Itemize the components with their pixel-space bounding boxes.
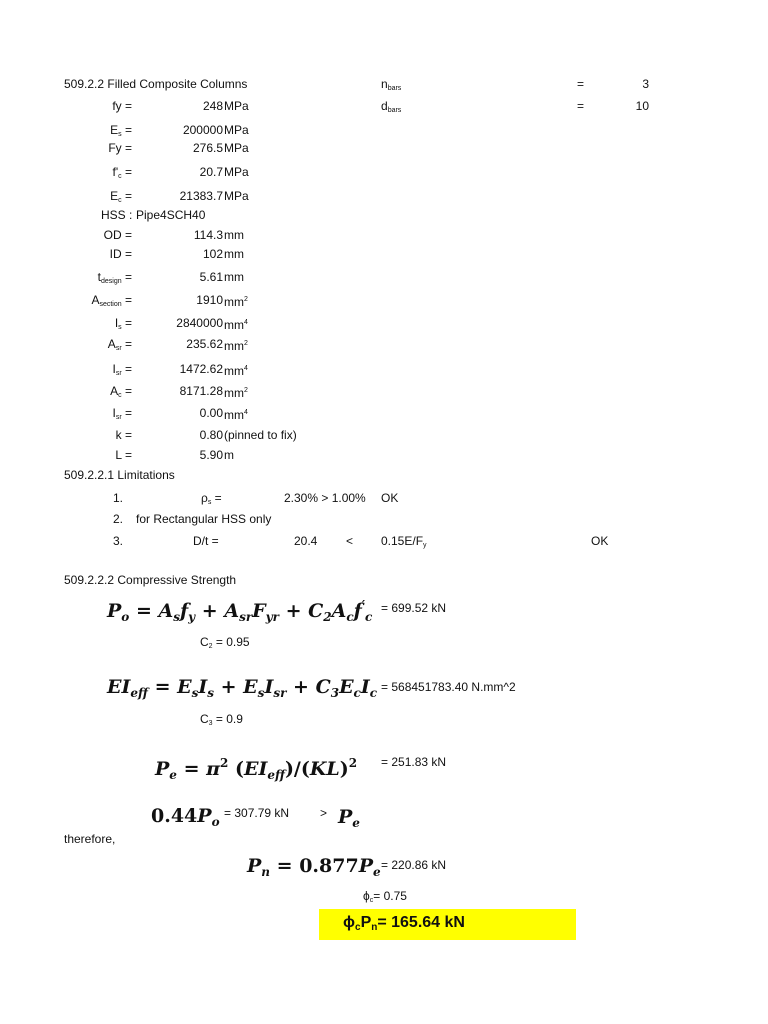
param-unit: $mm^2$ [224, 339, 248, 353]
param-unit: MPa [224, 123, 249, 137]
param-label: Fy = [108, 141, 132, 155]
param-unit: MPa [224, 141, 249, 155]
limitations-title: 509.2.2.1 Limitations [64, 468, 175, 482]
param-value: 1910 [196, 293, 223, 307]
final-result: $\phi_cP_n= 165.64$ kN [343, 914, 465, 933]
param-unit: MPa [224, 99, 249, 113]
param-value: 8171.28 [179, 384, 223, 398]
param-unit: $mm^4$ [224, 318, 248, 332]
therefore-text: therefore, [64, 832, 116, 846]
param-value: 1472.62 [179, 362, 223, 376]
right-param-label: $n_{bars}$ [381, 77, 402, 92]
po-equation: $P_o = A_sf_y + A_{sr}F_{yr} + C_2A_cf'_c$ [107, 598, 373, 624]
param-value: 102 [202, 247, 223, 261]
section-title: 509.2.2 Filled Composite Columns [64, 77, 248, 91]
param-unit: mm [224, 247, 244, 261]
right-param-value: 10 [635, 99, 649, 113]
limit-3-num: 3. [113, 534, 124, 548]
param-value: 21383.7 [179, 189, 223, 203]
param-unit: MPa [224, 165, 249, 179]
param-label: $A_{sr}$ = [107, 337, 132, 352]
param-unit: $mm^4$ [224, 408, 248, 422]
param-label: fy = [112, 99, 132, 113]
compressive-title: 509.2.2.2 Compressive Strength [64, 573, 237, 587]
pn-result: = 220.86 kN [381, 858, 447, 872]
param-label: L = [115, 448, 132, 462]
c3-value: $C_3 = 0.9$ [200, 712, 243, 727]
param-label: $I_{sr}$ = [112, 362, 132, 377]
param-unit: $mm^2$ [224, 386, 248, 400]
param-value: 235.62 [186, 337, 223, 351]
param-label: OD = [103, 228, 132, 242]
param-unit: $mm^4$ [224, 364, 248, 378]
limit-2-num: 2. [113, 512, 124, 526]
param-label: $A_c$ = [110, 384, 132, 399]
coef-equation: $0.44P_o$ [151, 805, 220, 829]
param-label: k = [115, 428, 132, 442]
limit-1-label: $\rho_s$ = [201, 491, 222, 506]
param-value: 0.00 [199, 406, 223, 420]
param-value: 114.3 [193, 228, 223, 242]
param-label: $I_s$ = [114, 316, 132, 331]
limit-1-value: 2.30% > 1.00% [284, 491, 366, 505]
param-value: 276.5 [192, 141, 223, 155]
ei-equation: $EI_{eff} = E_sI_s + E_sI_{sr} + C_3E_cI_c$ [107, 676, 378, 700]
gt-operator: > [320, 806, 328, 820]
param-unit: mm [224, 270, 244, 284]
param-label: $I_{sr}$ = [112, 406, 132, 421]
limit-2-text: for Rectangular HSS only [136, 512, 272, 526]
pe-result: = 251.83 kN [381, 755, 447, 769]
pe-symbol: $P_e$ [338, 806, 360, 830]
right-param-equals: = [577, 99, 585, 113]
param-value: 2840000 [176, 316, 223, 330]
hss-label: HSS : [101, 208, 133, 222]
param-unit: (pinned to fix) [224, 428, 297, 442]
ei-result: = 568451783.40 N.mm^2 [381, 680, 516, 694]
param-value: 20.7 [199, 165, 223, 179]
pn-equation: $P_n = 0.877P_e$ [247, 855, 381, 879]
limit-1-num: 1. [113, 491, 124, 505]
coef-result: = 307.79 kN [224, 806, 290, 820]
c2-value: $C_2 = 0.95$ [200, 635, 250, 650]
param-label: $E_c$ = [110, 189, 132, 204]
param-value: 248 [202, 99, 223, 113]
param-value: 0.80 [199, 428, 223, 442]
limit-1-result: OK [381, 491, 399, 505]
param-unit: m [224, 448, 234, 462]
limit-3-operator: < [346, 534, 354, 548]
po-result: = 699.52 kN [381, 601, 447, 615]
phi-c-value: $\phi_c= 0.75$ [363, 889, 407, 904]
hss-value: Pipe4SCH40 [136, 208, 206, 222]
limit-3-lhs: D/t = [193, 534, 219, 548]
param-value: 200000 [182, 123, 223, 137]
param-unit: MPa [224, 189, 249, 203]
param-label: $t_{design}$ = [97, 270, 132, 285]
param-unit: $mm^2$ [224, 295, 248, 309]
limit-3-value: 20.4 [294, 534, 318, 548]
limit-3-result: OK [591, 534, 609, 548]
param-label: $E_s$ = [110, 123, 132, 138]
right-param-label: $d_{bars}$ [381, 99, 402, 114]
param-value: 5.61 [199, 270, 223, 284]
param-label: $f'_c$ = [112, 165, 132, 180]
param-value: 5.90 [199, 448, 223, 462]
param-unit: mm [224, 228, 244, 242]
right-param-value: 3 [642, 77, 649, 91]
param-label: ID = [109, 247, 132, 261]
param-label: $A_{section}$ = [91, 293, 132, 308]
pe-equation: $P_e = \pi^2$ $(EI_{eff})/(KL)^2$ [155, 756, 358, 782]
limit-3-rhs: $0.15E/F_y$ [381, 534, 427, 549]
right-param-equals: = [577, 77, 585, 91]
